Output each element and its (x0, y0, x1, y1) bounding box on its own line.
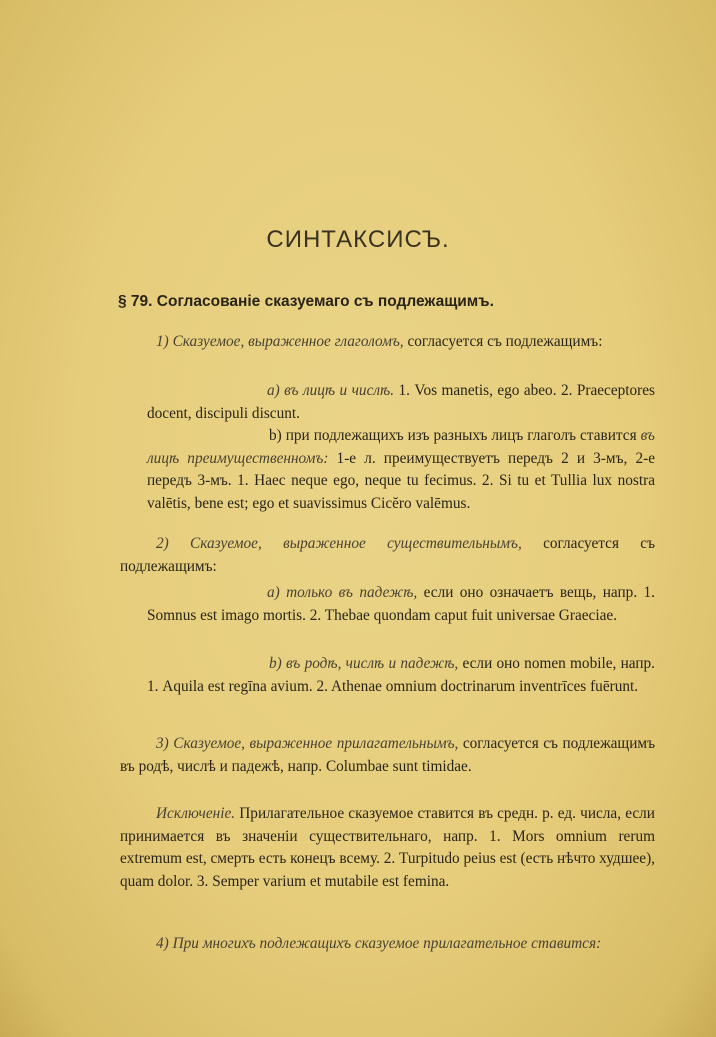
italic-text-segment: a) только въ падежѣ, (267, 584, 418, 601)
paragraph-rule-1 (120, 331, 655, 354)
paragraph-exception (120, 803, 655, 893)
paragraph-rule-4 (120, 933, 655, 956)
text-segment: согласуется съ подлежащимъ: (120, 535, 655, 575)
paragraph-rule-1b (147, 425, 655, 515)
text-segment: 1-е л. преимуществуетъ передъ 2 и 3-мъ, 2-е передъ 3-мъ. 1. Haec neque ego, neque tu fecimus. 2. Si tu et Tullia lux nostra valētis, bene est; ego et suavissimus Cicĕro valēmus. (147, 449, 655, 512)
italic-text-segment: a) въ лицѣ и числѣ. (267, 382, 395, 399)
italic-text-segment: 4) При многихъ подлежащихъ сказуемое прилагательное ставится: (156, 935, 602, 952)
paragraph-rule-2b (147, 653, 655, 698)
text-segment: b) при подлежащихъ изъ разныхъ лицъ глаголъ ставится (269, 427, 641, 444)
paragraph-rule-3 (120, 733, 655, 778)
text-segment: Прилагательное сказуемое ставится въ средн. р. ед. числа, если принимается въ значеніи существительнаго, напр. 1. Mors omnium rerum extremum est, смерть есть конецъ всему. 2. Turpitudo peius est (есть нѣчто худшее), quam dolor. 3. Semper varium et mutabile est femina. (120, 805, 655, 890)
section-heading: § 79. Согласованіе сказуемаго съ подлежащимъ. (118, 293, 494, 310)
italic-text-segment: 1) Сказуемое, выраженное глаголомъ, (156, 333, 404, 350)
italic-text-segment: 2) Сказуемое, выраженное существительнымъ, (156, 535, 522, 552)
paragraph-rule-2 (120, 533, 655, 578)
text-segment: 1. Vos manetis, ego abeo. 2. Praeceptores docent, discipuli discunt. (147, 382, 655, 422)
italic-text-segment: въ лицѣ преимущественномъ: (147, 427, 655, 467)
page-title: СИНТАКСИСЪ. (266, 226, 450, 253)
text-segment: если оно nomen mobile, напр. 1. Aquila est regīna avium. 2. Athenae omnium doctrinarum inventrīces fuērunt. (147, 655, 656, 695)
paragraph-rule-1a (147, 380, 655, 425)
italic-text-segment: 3) Сказуемое, выраженное прилагательнымъ, (156, 735, 459, 752)
paragraph-rule-2a (147, 582, 655, 627)
text-segment: согласуется съ подлежащимъ: (403, 333, 603, 350)
text-segment: если оно означаетъ вещь, напр. 1. Somnus est imago mortis. 2. Thebae quondam caput fuit universae Graeciae. (147, 584, 655, 624)
italic-text-segment: Исключеніе. (156, 805, 236, 822)
text-segment: согласуется съ подлежащимъ въ родѣ, числѣ и падежѣ, напр. Columbae sunt timidae. (120, 735, 655, 775)
italic-text-segment: b) въ родѣ, числѣ и падежѣ, (269, 655, 459, 672)
